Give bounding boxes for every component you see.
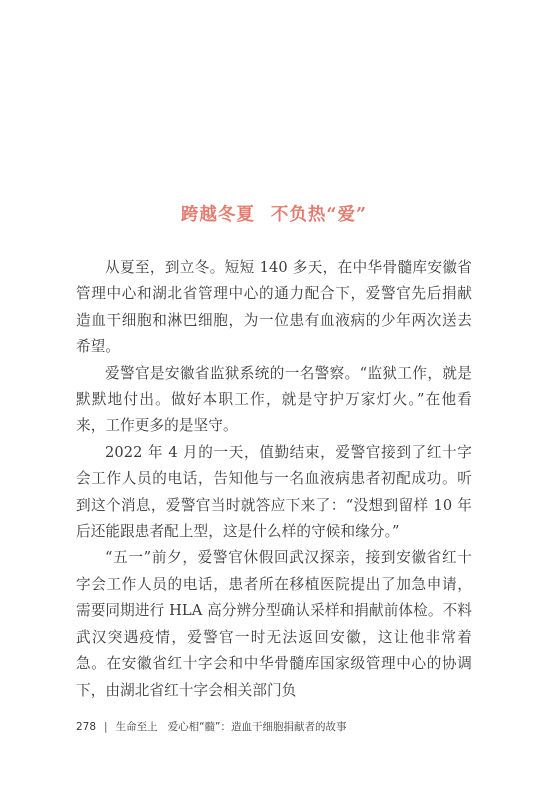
article-title-part1: 跨越冬夏 bbox=[180, 205, 255, 225]
article-title bbox=[0, 203, 548, 227]
page-number: 278 bbox=[76, 721, 97, 733]
page-footer bbox=[76, 720, 346, 734]
article-title-part2: 不负热“爱” bbox=[270, 205, 368, 225]
chapter-title: 爱心相“髓”：造血干细胞捐献者的故事 bbox=[167, 721, 347, 733]
paragraph: 从夏至，到立冬。短短 140 多天，在中华骨髓库安徽省管理中心和湖北省管理中心的通力配合下，爱警官先后捐献造血干细胞和淋巴细胞，为一位患有血液病的少年两次送去希望。 bbox=[76, 259, 472, 356]
paragraph: 爱警官是安徽省监狱系统的一名警察。“监狱工作，就是默默地付出。做好本职工作，就是守护万家灯火。”在他看来，工作更多的是坚守。 bbox=[76, 364, 472, 435]
paragraph: “五一”前夕，爱警官休假回武汉探亲，接到安徽省红十字会工作人员的电话，患者所在移植医院提出了加急申请，需要同期进行 HLA 高分辨分型确认采样和捐献前体检。不料武汉突遇疫情，爱警官一时无法返回安徽，这让他非常着急。在安徽省红十字会和中华骨髓库国家级管理中心的协调下，由湖北省红十字会相关部门负 bbox=[76, 549, 472, 699]
footer-separator: | bbox=[104, 721, 108, 733]
book-title: 生命至上 bbox=[115, 721, 158, 733]
article-body bbox=[76, 255, 472, 704]
paragraph: 2022 年 4 月的一天，值勤结束，爱警官接到了红十字会工作人员的电话，告知他与一名血液病患者初配成功。听到这个消息，爱警官当时就答应下来了：“没想到留样 10 年后还能跟患者配上型，这是什么样的守候和缘分。” bbox=[76, 443, 472, 541]
